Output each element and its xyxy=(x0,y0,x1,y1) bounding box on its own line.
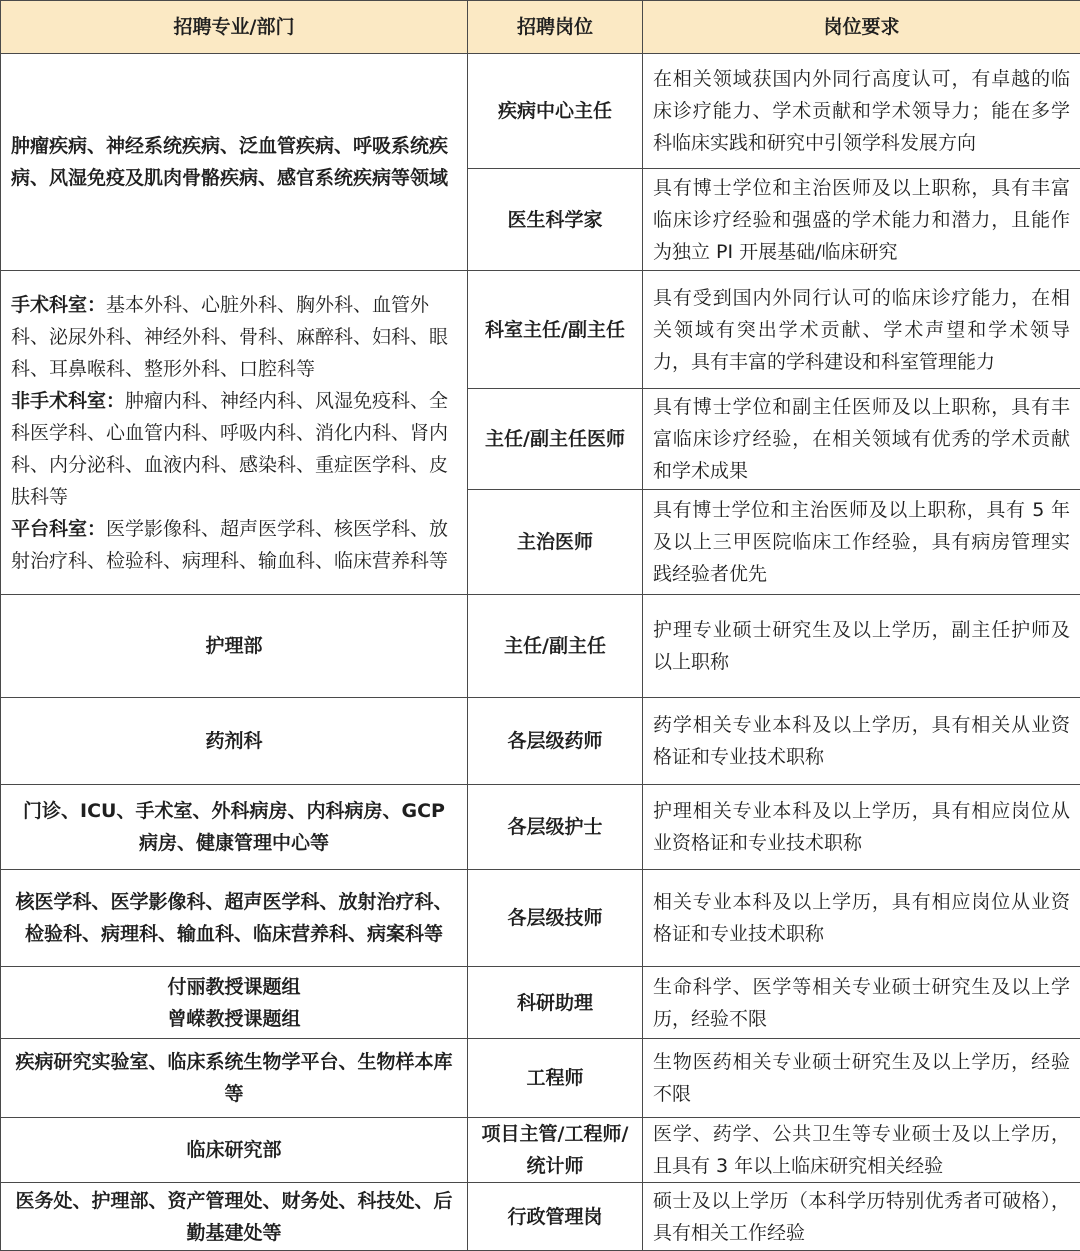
table-row xyxy=(1,271,1080,389)
dept-group-label: 非手术科室： xyxy=(11,390,125,412)
dept-group-text: 肿瘤内科、神经内科、风湿免疫科、全科医学科、心血管内科、呼吸内科、消化内科、肾内科、内分泌科、血液内科、感染科、重症医学科、皮肤科等 xyxy=(11,390,448,508)
table-row xyxy=(1,1183,1080,1251)
dept-group xyxy=(11,385,457,513)
table-row xyxy=(1,785,1080,870)
requirement-cell: 具有博士学位和主治医师及以上职称，具有 5 年及以上三甲医院临床工作经验，具有病房管理实践经验者优先 xyxy=(643,490,1080,595)
dept-cell: 疾病研究实验室、临床系统生物学平台、生物样本库等 xyxy=(1,1039,468,1118)
dept-cell: 医务处、护理部、资产管理处、财务处、科技处、后勤基建处等 xyxy=(1,1183,468,1251)
dept-line: 曾嵘教授课题组 xyxy=(11,1003,457,1035)
requirement-cell: 药学相关专业本科及以上学历，具有相关从业资格证和专业技术职称 xyxy=(643,698,1080,785)
dept-cell: 护理部 xyxy=(1,595,468,698)
dept-group-text: 医学影像科、超声医学科、核医学科、放射治疗科、检验科、病理科、输血科、临床营养科等 xyxy=(11,518,448,572)
requirement-cell: 生物医药相关专业硕士研究生及以上学历，经验不限 xyxy=(643,1039,1080,1118)
requirement-cell: 在相关领域获国内外同行高度认可，有卓越的临床诊疗能力、学术贡献和学术领导力；能在多学科临床实践和研究中引领学科发展方向 xyxy=(643,54,1080,169)
dept-cell: 核医学科、医学影像科、超声医学科、放射治疗科、检验科、病理科、输血科、临床营养科、病案科等 xyxy=(1,870,468,967)
position-cell: 行政管理岗 xyxy=(468,1183,643,1251)
dept-group xyxy=(11,513,457,577)
position-cell: 主任/副主任医师 xyxy=(468,389,643,490)
dept-line: 付丽教授课题组 xyxy=(11,971,457,1003)
table-row xyxy=(1,1039,1080,1118)
requirement-cell: 硕士及以上学历（本科学历特别优秀者可破格），具有相关工作经验 xyxy=(643,1183,1080,1251)
position-cell: 各层级护士 xyxy=(468,785,643,870)
position-cell: 主治医师 xyxy=(468,490,643,595)
dept-cell xyxy=(1,271,468,595)
requirement-cell: 相关专业本科及以上学历，具有相应岗位从业资格证和专业技术职称 xyxy=(643,870,1080,967)
dept-group-text: 基本外科、心脏外科、胸外科、血管外科、泌尿外科、神经外科、骨科、麻醉科、妇科、眼科、耳鼻喉科、整形外科、口腔科等 xyxy=(11,294,448,380)
position-cell: 疾病中心主任 xyxy=(468,54,643,169)
table-row xyxy=(1,1118,1080,1183)
position-cell: 各层级技师 xyxy=(468,870,643,967)
requirement-cell: 具有博士学位和副主任医师及以上职称，具有丰富临床诊疗经验，在相关领域有优秀的学术贡献和学术成果 xyxy=(643,389,1080,490)
dept-group-label: 手术科室： xyxy=(11,294,106,316)
dept-cell: 门诊、ICU、手术室、外科病房、内科病房、GCP 病房、健康管理中心等 xyxy=(1,785,468,870)
dept-group-label: 平台科室： xyxy=(11,518,106,540)
position-cell: 科室主任/副主任 xyxy=(468,271,643,389)
requirement-cell: 护理专业硕士研究生及以上学历，副主任护师及以上职称 xyxy=(643,595,1080,698)
dept-group xyxy=(11,289,457,385)
position-cell: 各层级药师 xyxy=(468,698,643,785)
table-row xyxy=(1,595,1080,698)
dept-cell xyxy=(1,967,468,1039)
table-row xyxy=(1,967,1080,1039)
header-dept: 招聘专业/部门 xyxy=(1,1,468,54)
requirement-cell: 具有博士学位和主治医师及以上职称，具有丰富临床诊疗经验和强盛的学术能力和潜力，且能作为独立 PI 开展基础/临床研究 xyxy=(643,169,1080,271)
position-cell: 主任/副主任 xyxy=(468,595,643,698)
table-row xyxy=(1,870,1080,967)
header-position: 招聘岗位 xyxy=(468,1,643,54)
requirement-cell: 护理相关专业本科及以上学历，具有相应岗位从业资格证和专业技术职称 xyxy=(643,785,1080,870)
table-row xyxy=(1,54,1080,169)
position-cell: 项目主管/工程师/统计师 xyxy=(468,1118,643,1183)
position-cell: 医生科学家 xyxy=(468,169,643,271)
dept-cell: 肿瘤疾病、神经系统疾病、泛血管疾病、呼吸系统疾病、风湿免疫及肌肉骨骼疾病、感官系统疾病等领域 xyxy=(1,54,468,271)
position-cell: 科研助理 xyxy=(468,967,643,1039)
requirement-cell: 医学、药学、公共卫生等专业硕士及以上学历，且具有 3 年以上临床研究相关经验 xyxy=(643,1118,1080,1183)
header-requirement: 岗位要求 xyxy=(643,1,1080,54)
dept-cell: 药剂科 xyxy=(1,698,468,785)
header-row xyxy=(1,1,1080,54)
position-cell: 工程师 xyxy=(468,1039,643,1118)
table-row xyxy=(1,698,1080,785)
dept-cell: 临床研究部 xyxy=(1,1118,468,1183)
requirement-cell: 具有受到国内外同行认可的临床诊疗能力，在相关领域有突出学术贡献、学术声望和学术领导力，具有丰富的学科建设和科室管理能力 xyxy=(643,271,1080,389)
requirement-cell: 生命科学、医学等相关专业硕士研究生及以上学历，经验不限 xyxy=(643,967,1080,1039)
